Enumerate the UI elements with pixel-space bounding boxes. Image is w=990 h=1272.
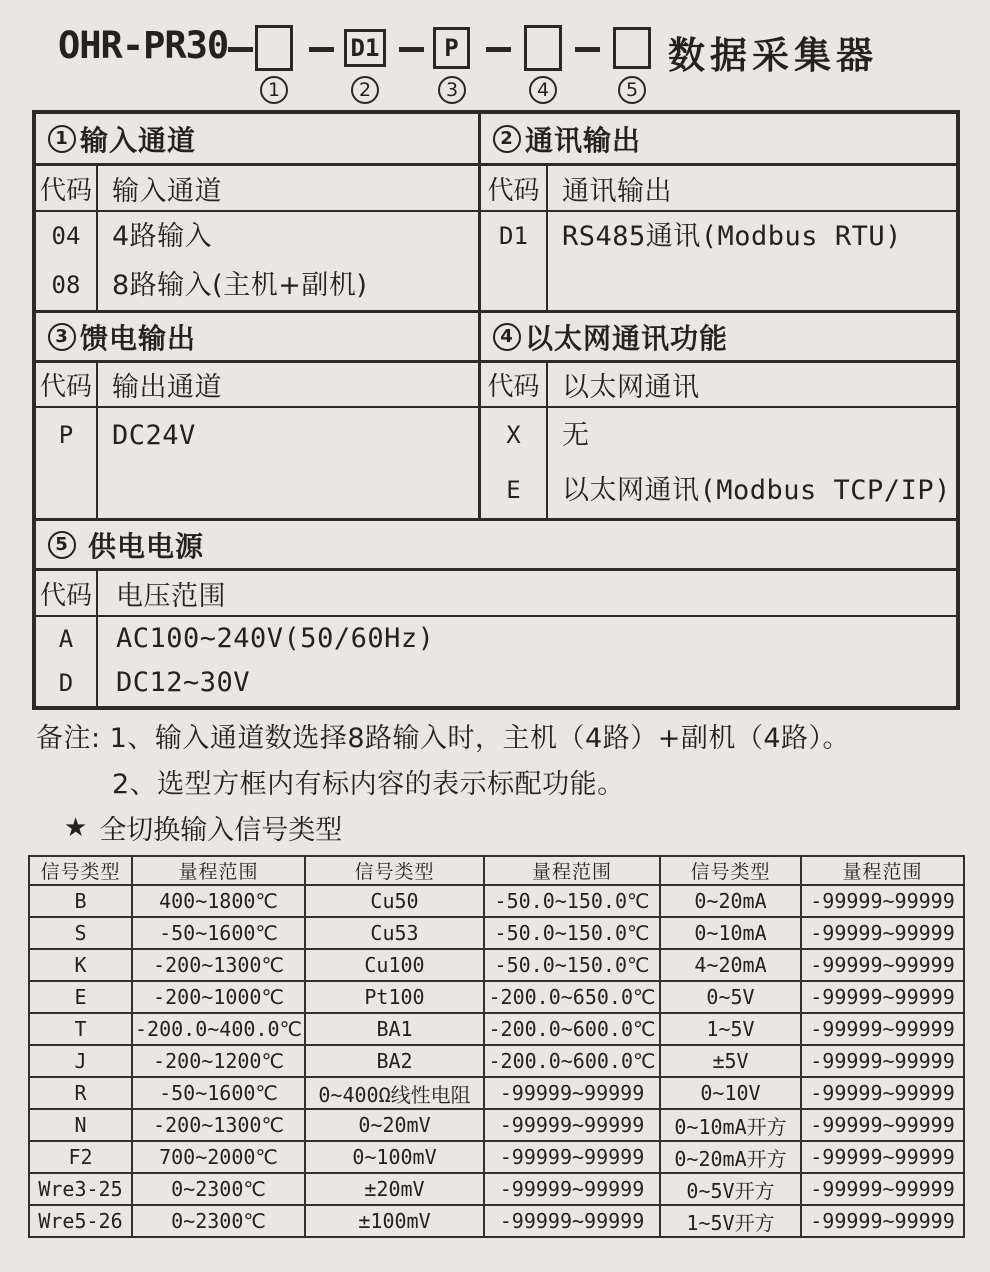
signal-cell: 0~2300℃ xyxy=(132,1205,305,1237)
signal-cell: 0~20mA开方 xyxy=(660,1141,801,1173)
signal-cell: -99999~99999 xyxy=(484,1109,660,1141)
signal-cell: Pt100 xyxy=(305,981,484,1013)
signal-cell: -200.0~600.0℃ xyxy=(484,1013,660,1045)
signal-cell: -99999~99999 xyxy=(801,1173,964,1205)
option-box-1 xyxy=(255,25,293,71)
signal-cell: 0~400Ω线性电阻 xyxy=(305,1077,484,1109)
section3-code-header: 代码 xyxy=(36,363,98,406)
model-number: OHR-PR30 xyxy=(58,24,229,67)
section-header-row-2 xyxy=(36,313,956,363)
product-name: 数据采集器 xyxy=(668,34,878,77)
signal-table-header-row xyxy=(29,856,964,885)
section4-marker-icon: 4 xyxy=(493,323,521,351)
signal-cell: BA2 xyxy=(305,1045,484,1077)
signal-cell: 0~10mA开方 xyxy=(660,1109,801,1141)
signal-cell: -50.0~150.0℃ xyxy=(484,917,660,949)
note-line-2: 2、选型方框内有标内容的表示标配功能。 xyxy=(112,769,625,800)
section4-desc-header: 以太网通讯 xyxy=(562,372,700,403)
column-header-row-1 xyxy=(36,166,956,212)
table-row xyxy=(29,1013,964,1045)
section5-header xyxy=(36,521,956,568)
section4-code: E xyxy=(506,476,521,504)
table-row xyxy=(29,1077,964,1109)
signal-cell: -200.0~400.0℃ xyxy=(132,1013,305,1045)
section3-desc-header: 输出通道 xyxy=(112,372,222,403)
signal-cell: 400~1800℃ xyxy=(132,885,305,917)
signal-cell: -200.0~600.0℃ xyxy=(484,1045,660,1077)
section1-title: 输入通道 xyxy=(80,123,197,157)
section4-header xyxy=(481,313,956,360)
signal-col-header: 信号类型 xyxy=(660,856,801,885)
section4-code-header: 代码 xyxy=(481,363,548,406)
signal-cell: -200~1300℃ xyxy=(132,949,305,981)
table-row xyxy=(29,949,964,981)
section3-desc: DC24V xyxy=(112,420,196,451)
signal-col-header: 量程范围 xyxy=(132,856,305,885)
signal-cell: -99999~99999 xyxy=(801,1109,964,1141)
signal-cell: -99999~99999 xyxy=(801,1077,964,1109)
signal-cell: -200~1300℃ xyxy=(132,1109,305,1141)
model-selection-table xyxy=(32,110,960,710)
circled-number-4: 4 xyxy=(529,76,557,104)
signal-cell: 0~5V开方 xyxy=(660,1173,801,1205)
circled-number-1: 1 xyxy=(260,76,288,104)
section4-code: X xyxy=(506,421,521,449)
signal-col-header: 信号类型 xyxy=(29,856,132,885)
signal-cell: 0~5V xyxy=(660,981,801,1013)
signal-section-title: 全切换输入信号类型 xyxy=(99,815,343,846)
section1-code: 08 xyxy=(51,271,81,299)
star-icon: ★ xyxy=(64,812,88,843)
section1-code: 04 xyxy=(51,222,81,250)
table-row xyxy=(29,917,964,949)
section2-marker-icon: 2 xyxy=(493,125,521,153)
dash-separator xyxy=(309,47,334,52)
section5-title: 供电电源 xyxy=(88,529,205,563)
signal-cell: T xyxy=(29,1013,132,1045)
section4-desc: 以太网通讯(Modbus TCP/IP) xyxy=(562,475,951,506)
dash-separator xyxy=(486,47,511,52)
signal-cell: ±20mV xyxy=(305,1173,484,1205)
section5-desc: DC12~30V xyxy=(116,667,251,698)
signal-cell: 4~20mA xyxy=(660,949,801,981)
section5-desc-header: 电压范围 xyxy=(116,580,226,612)
section4-desc: 无 xyxy=(562,420,590,451)
table-row xyxy=(29,1173,964,1205)
signal-cell: E xyxy=(29,981,132,1013)
data-row-2 xyxy=(36,408,956,521)
signal-cell: J xyxy=(29,1045,132,1077)
signal-cell: 0~100mV xyxy=(305,1141,484,1173)
signal-cell: Wre3-25 xyxy=(29,1173,132,1205)
signal-cell: K xyxy=(29,949,132,981)
section1-desc-header: 输入通道 xyxy=(112,175,222,207)
signal-section-heading xyxy=(64,808,342,847)
table-row xyxy=(29,1141,964,1173)
signal-cell: -99999~99999 xyxy=(484,1173,660,1205)
signal-cell: BA1 xyxy=(305,1013,484,1045)
signal-cell: -200~1200℃ xyxy=(132,1045,305,1077)
signal-cell: -99999~99999 xyxy=(801,1045,964,1077)
table-row xyxy=(29,1205,964,1237)
section-header-row-3 xyxy=(36,521,956,571)
section5-code: D xyxy=(58,669,74,697)
section5-desc: AC100~240V(50/60Hz) xyxy=(116,623,435,654)
signal-cell: 1~5V xyxy=(660,1013,801,1045)
signal-cell: -50.0~150.0℃ xyxy=(484,885,660,917)
circled-number-5: 5 xyxy=(618,76,646,104)
data-row-3 xyxy=(36,617,956,706)
signal-cell: ±5V xyxy=(660,1045,801,1077)
section4-title: 以太网通讯功能 xyxy=(525,321,729,355)
signal-cell: ±100mV xyxy=(305,1205,484,1237)
signal-cell: 700~2000℃ xyxy=(132,1141,305,1173)
dash-separator xyxy=(399,47,424,52)
section3-title: 馈电输出 xyxy=(80,321,197,355)
signal-cell: -50~1600℃ xyxy=(132,917,305,949)
section5-marker-icon: 5 xyxy=(48,531,76,559)
section1-desc: 8路输入(主机+副机) xyxy=(112,270,368,301)
circled-number-2: 2 xyxy=(351,76,379,104)
signal-cell: -200~1000℃ xyxy=(132,981,305,1013)
section2-desc: RS485通讯(Modbus RTU) xyxy=(562,221,902,252)
signal-cell: -99999~99999 xyxy=(801,917,964,949)
signal-types-table xyxy=(28,855,965,1238)
signal-cell: 1~5V开方 xyxy=(660,1205,801,1237)
section1-header xyxy=(36,114,481,163)
section2-code-header: 代码 xyxy=(481,166,548,210)
signal-cell: F2 xyxy=(29,1141,132,1173)
signal-cell: B xyxy=(29,885,132,917)
section-header-row-1 xyxy=(36,114,956,166)
section3-marker-icon: 3 xyxy=(48,323,76,351)
option-box-4 xyxy=(524,25,562,71)
note-line-1: 备注: 1、输入通道数选择8路输入时，主机（4路）+副机（4路）。 xyxy=(36,723,851,754)
section1-desc: 4路输入 xyxy=(112,221,213,252)
signal-cell: -99999~99999 xyxy=(484,1141,660,1173)
signal-cell: 0~20mA xyxy=(660,885,801,917)
signal-col-header: 量程范围 xyxy=(484,856,660,885)
signal-cell: -99999~99999 xyxy=(801,1013,964,1045)
column-header-row-3 xyxy=(36,571,956,617)
signal-cell: -99999~99999 xyxy=(801,981,964,1013)
section1-code-header: 代码 xyxy=(36,166,98,210)
table-row xyxy=(29,1045,964,1077)
signal-cell: -99999~99999 xyxy=(484,1205,660,1237)
column-header-row-2 xyxy=(36,363,956,408)
section2-header xyxy=(481,114,956,163)
section3-code: P xyxy=(58,421,74,449)
circled-number-3: 3 xyxy=(438,76,466,104)
signal-cell: -99999~99999 xyxy=(484,1077,660,1109)
signal-cell: 0~2300℃ xyxy=(132,1173,305,1205)
signal-cell: 0~20mV xyxy=(305,1109,484,1141)
signal-cell: -99999~99999 xyxy=(801,949,964,981)
signal-cell: Wre5-26 xyxy=(29,1205,132,1237)
signal-cell: -200.0~650.0℃ xyxy=(484,981,660,1013)
section2-code: D1 xyxy=(499,222,528,250)
table-row xyxy=(29,885,964,917)
option-box-5 xyxy=(613,27,651,69)
option-box-2: D1 xyxy=(344,29,386,67)
signal-table-body xyxy=(29,885,964,1237)
signal-cell: Cu50 xyxy=(305,885,484,917)
signal-col-header: 量程范围 xyxy=(801,856,964,885)
option-box-3: P xyxy=(433,27,470,69)
signal-col-header: 信号类型 xyxy=(305,856,484,885)
table-row xyxy=(29,1109,964,1141)
signal-cell: S xyxy=(29,917,132,949)
section5-code: A xyxy=(58,625,74,653)
table-row xyxy=(29,981,964,1013)
signal-cell: 0~10V xyxy=(660,1077,801,1109)
section1-marker-icon: 1 xyxy=(48,125,76,153)
signal-cell: N xyxy=(29,1109,132,1141)
data-row-1 xyxy=(36,212,956,313)
signal-cell: R xyxy=(29,1077,132,1109)
signal-cell: -50~1600℃ xyxy=(132,1077,305,1109)
signal-cell: -99999~99999 xyxy=(801,1205,964,1237)
signal-cell: 0~10mA xyxy=(660,917,801,949)
section3-header xyxy=(36,313,481,360)
dash-separator xyxy=(575,47,600,52)
signal-cell: Cu100 xyxy=(305,949,484,981)
section5-code-header: 代码 xyxy=(36,571,98,615)
signal-cell: Cu53 xyxy=(305,917,484,949)
signal-cell: -50.0~150.0℃ xyxy=(484,949,660,981)
signal-cell: -99999~99999 xyxy=(801,1141,964,1173)
signal-cell: -99999~99999 xyxy=(801,885,964,917)
dash-separator xyxy=(228,47,253,52)
section2-desc-header: 通讯输出 xyxy=(562,175,672,207)
section2-title: 通讯输出 xyxy=(525,123,642,157)
